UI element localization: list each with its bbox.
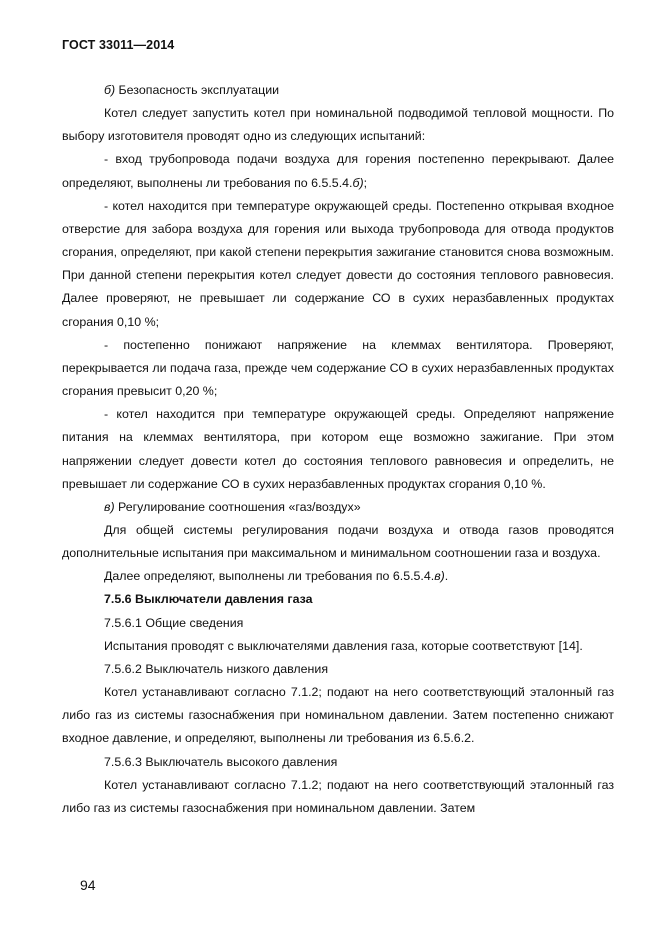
subsection-heading-7-5-6-2: 7.5.6.2 Выключатель низкого давления	[104, 661, 329, 676]
list-item: - котел находится при температуре окружающей среды. Постепенно открывая входное отверстие для забора воздуха для горения или выхода трубопровода для отвода продуктов сгорания, определяют, при какой степени перекрытия зажигание становится снова возможным. При данной степени перекрытия котел следует довести до состояния теплового равновесия. Далее проверяют, не превышает ли содержание СО в сухих неразбавленных продуктах сгорания 0,10 %;	[62, 198, 614, 329]
item-letter: в)	[104, 499, 115, 514]
paragraph: Котел устанавливают согласно 7.1.2; подают на него соответствующий эталонный газ либо газ из системы газоснабжения при номинальном давлении. Затем	[62, 777, 614, 815]
paragraph: Испытания проводят с выключателями давления газа, которые соответствуют [14].	[104, 638, 583, 653]
item-letter: в)	[434, 569, 445, 584]
paragraph: Для общей системы регулирования подачи воздуха и отвода газов проводятся дополнительные испытания при максимальном и минимальном соотношении газа и воздуха.	[62, 522, 614, 561]
paragraph: Котел следует запустить котел при номинальной подводимой тепловой мощности. По выбору изготовителя проводят одно из следующих испытаний:	[62, 106, 614, 144]
subsection-v-heading: в) Регулирование соотношения «газ/воздух»	[104, 499, 361, 514]
list-item: - котел находится при температуре окружающей среды. Определяют напряжение питания на клеммах вентилятора, при котором еще возможно зажигание. При этом напряжении следует довести котел до состояния теплового равновесия и определить, не превышает ли содержание СО в сухих неразбавленных продуктах сгорания 0,10 %.	[62, 407, 614, 491]
paragraph: Далее определяют, выполнены ли требования по 6.5.5.4.в).	[104, 569, 449, 584]
list-item: - вход трубопровода подачи воздуха для горения постепенно перекрывают. Далее определяют, выполнены ли требования по 6.5.5.4.б);	[62, 152, 614, 190]
subsection-heading-7-5-6-1: 7.5.6.1 Общие сведения	[104, 615, 244, 630]
item-letter: б)	[352, 175, 364, 190]
document-header: ГОСТ 33011—2014	[62, 38, 175, 52]
paragraph: Котел устанавливают согласно 7.1.2; подают на него соответствующий эталонный газ либо газ из системы газоснабжения при номинальном давлении. Затем постепенно снижают входное давление, и определяют, выполнены ли требования из 6.5.6.2.	[62, 685, 614, 746]
item-letter: б)	[104, 83, 116, 97]
document-body	[62, 79, 614, 820]
section-heading-7-5-6: 7.5.6 Выключатели давления газа	[104, 592, 313, 607]
page-number: 94	[80, 877, 96, 893]
subsection-heading-7-5-6-3: 7.5.6.3 Выключатель высокого давления	[104, 754, 338, 769]
list-item: - постепенно понижают напряжение на клеммах вентилятора. Проверяют, перекрывается ли подача газа, прежде чем содержание СО в сухих неразбавленных продуктах сгорания превысит 0,20 %;	[62, 337, 614, 399]
subsection-b-heading: б) Безопасность эксплуатации	[104, 83, 280, 97]
